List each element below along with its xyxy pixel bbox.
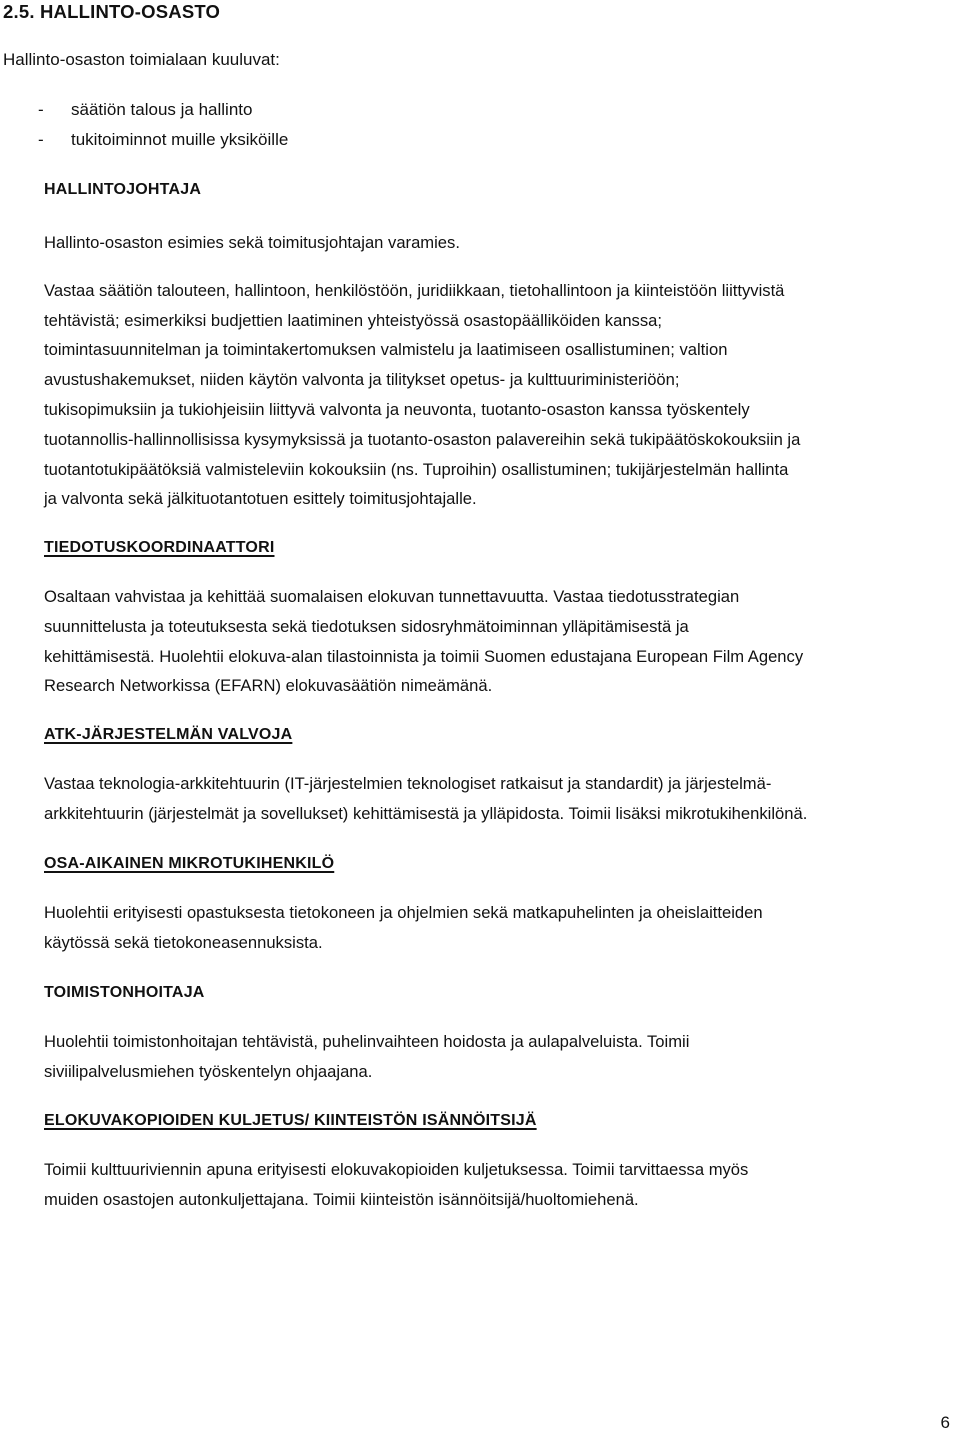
role-heading: TOIMISTONHOITAJA [44,984,205,1001]
list-item-text: tukitoiminnot muille yksiköille [71,130,289,149]
role-description [44,1027,960,1087]
section-intro: Hallinto-osaston toimialaan kuuluvat: [3,50,280,69]
role-hallintojohtaja [44,178,960,514]
role-mikrotukihenkilo [44,852,960,958]
text-line: tehtävistä; esimerkiksi budjettien laatiminen yhteistyössä osastopäälliköiden kanssa; [44,310,662,330]
text-line: toimintasuunnitelman ja toimintakertomuksen valmistelu ja laatimiseen osallistuminen; valtion [44,340,728,360]
text-line: Osaltaan vahvistaa ja kehittää suomalaisen elokuvan tunnettavuutta. Vastaa tiedotusstrategian [44,587,740,606]
section-title: 2.5. HALLINTO-OSASTO [3,1,221,22]
role-atk-valvoja [44,723,960,829]
text-line: Toimii kulttuuriviennin apuna erityisesti elokuvakopioiden kuljetuksessa. Toimii tarvittaessa myös [44,1160,749,1179]
role-description [44,898,960,958]
list-bullet: - [38,100,44,119]
text-line: Research Networkissa (EFARN) elokuvasäätiön nimeämänä. [44,676,493,696]
text-line: arkkitehtuurin (järjestelmät ja sovellukset) kehittämisestä ja ylläpidosta. Toimii lisäksi mikrotukihenkilönä. [44,803,808,823]
role-kuljetus-isannoitsija [44,1109,960,1215]
role-heading: HALLINTOJOHTAJA [44,181,202,198]
role-tiedotuskoordinaattori [44,536,960,701]
text-line: muiden osastojen autonkuljettajana. Toimii kiinteistön isännöitsijä/huoltomiehenä. [44,1189,639,1209]
text-line: tukisopimuksiin ja tukiohjeisiin liittyvä valvonta ja neuvonta, tuotanto-osaston kanssa työskentely [44,399,750,419]
list-bullet: - [38,130,44,149]
role-summary: Hallinto-osaston esimies sekä toimitusjohtajan varamies. [44,233,460,252]
role-description [44,582,960,701]
text-line: siviilipalvelusmiehen työskentelyn ohjaajana. [44,1061,373,1081]
text-line: kehittämisestä. Huolehtii elokuva-alan tilastoinnista ja toimii Suomen edustajana European Film Agency [44,646,804,666]
role-heading: TIEDOTUSKOORDINAATTORI [44,539,275,556]
text-line: Vastaa säätiön talouteen, hallintoon, henkilöstöön, juridiikkaan, tietohallintoon ja kiinteistöön liittyvistä [44,280,785,300]
role-description [44,769,960,829]
text-line: Vastaa teknologia-arkkitehtuurin (IT-järjestelmien teknologiset ratkaisut ja standardit) ja järjestelmä- [44,774,772,793]
role-description [44,276,960,514]
text-line: käytössä sekä tietokoneasennuksista. [44,932,323,952]
list-item-text: säätiön talous ja hallinto [71,100,253,119]
text-line: Huolehtii erityisesti opastuksesta tietokoneen ja ohjelmien sekä matkapuhelinten ja oheislaitteiden [44,903,763,922]
role-heading: ELOKUVAKOPIOIDEN KULJETUS/ KIINTEISTÖN ISÄNNÖITSIJÄ [44,1112,537,1129]
text-line: avustushakemukset, niiden käytön valvonta ja tilitykset opetus- ja kulttuuriministeriöön; [44,370,680,390]
text-line: Huolehtii toimistonhoitajan tehtävistä, puhelinvaihteen hoidosta ja aulapalveluista. Toimii [44,1032,690,1051]
role-heading: ATK-JÄRJESTELMÄN VALVOJA [44,726,293,743]
text-line: suunnittelusta ja toteutuksesta sekä tiedotuksen sidosryhmätoiminnan ylläpitämisestä ja [44,616,689,636]
role-toimistonhoitaja [44,981,960,1087]
role-heading: OSA-AIKAINEN MIKROTUKIHENKILÖ [44,855,335,872]
text-line: tuotantotukipäätöksiä valmisteleviin kokouksiin (ns. Tuproihin) osallistuminen; tukijärjestelmän hallinta [44,459,789,479]
role-description [44,1155,960,1215]
page-number: 6 [940,1413,950,1432]
text-line: tuotannollis-hallinnollisissa kysymyksissä ja tuotanto-osaston palavereihin sekä tukipäätöskokouksiin ja [44,429,801,449]
text-line: ja valvonta sekä jälkituotantotuen esittely toimitusjohtajalle. [44,489,477,509]
